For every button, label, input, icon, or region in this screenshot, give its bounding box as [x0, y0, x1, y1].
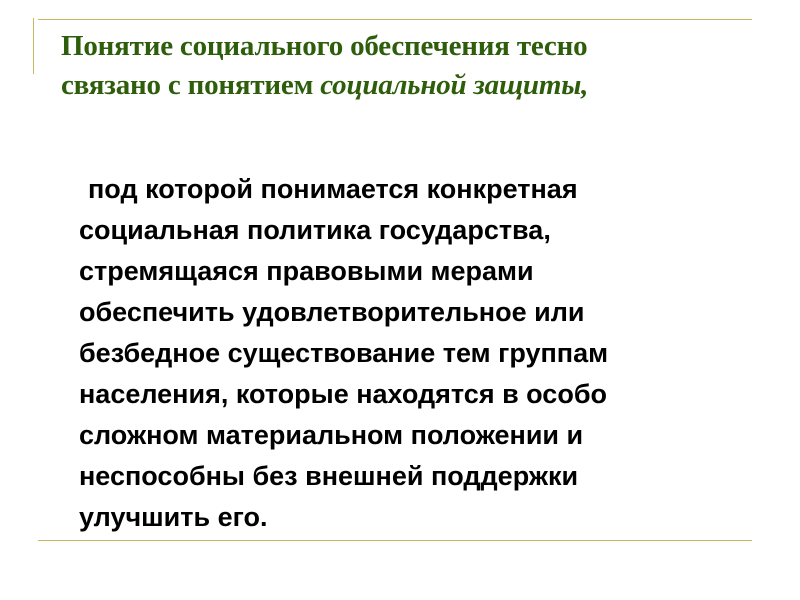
body-line: стремящаяся правовыми мерами	[79, 256, 534, 286]
body-line: улучшить его.	[79, 502, 268, 532]
body-line: социальная политика государства,	[79, 215, 551, 245]
slide-body	[79, 169, 769, 538]
body-line: населения, которые находятся в особо	[79, 379, 607, 409]
body-line: безбедное существование тем группам	[79, 338, 609, 368]
top-rule	[38, 19, 752, 20]
left-rule	[33, 18, 34, 74]
body-line: обеспечить удовлетворительное или	[79, 297, 585, 327]
title-line-2-plain: связано с понятием	[61, 69, 321, 101]
body-line: неспособны без внешней поддержки	[79, 461, 579, 491]
title-line-1: Понятие социального обеспечения тесно	[61, 30, 588, 62]
bottom-rule	[38, 540, 752, 541]
title-line-2-italic: социальной защиты,	[320, 69, 589, 101]
body-line: под которой понимается конкретная	[88, 174, 578, 204]
body-line: сложном материальном положении и	[79, 420, 584, 450]
slide-title	[61, 27, 761, 105]
